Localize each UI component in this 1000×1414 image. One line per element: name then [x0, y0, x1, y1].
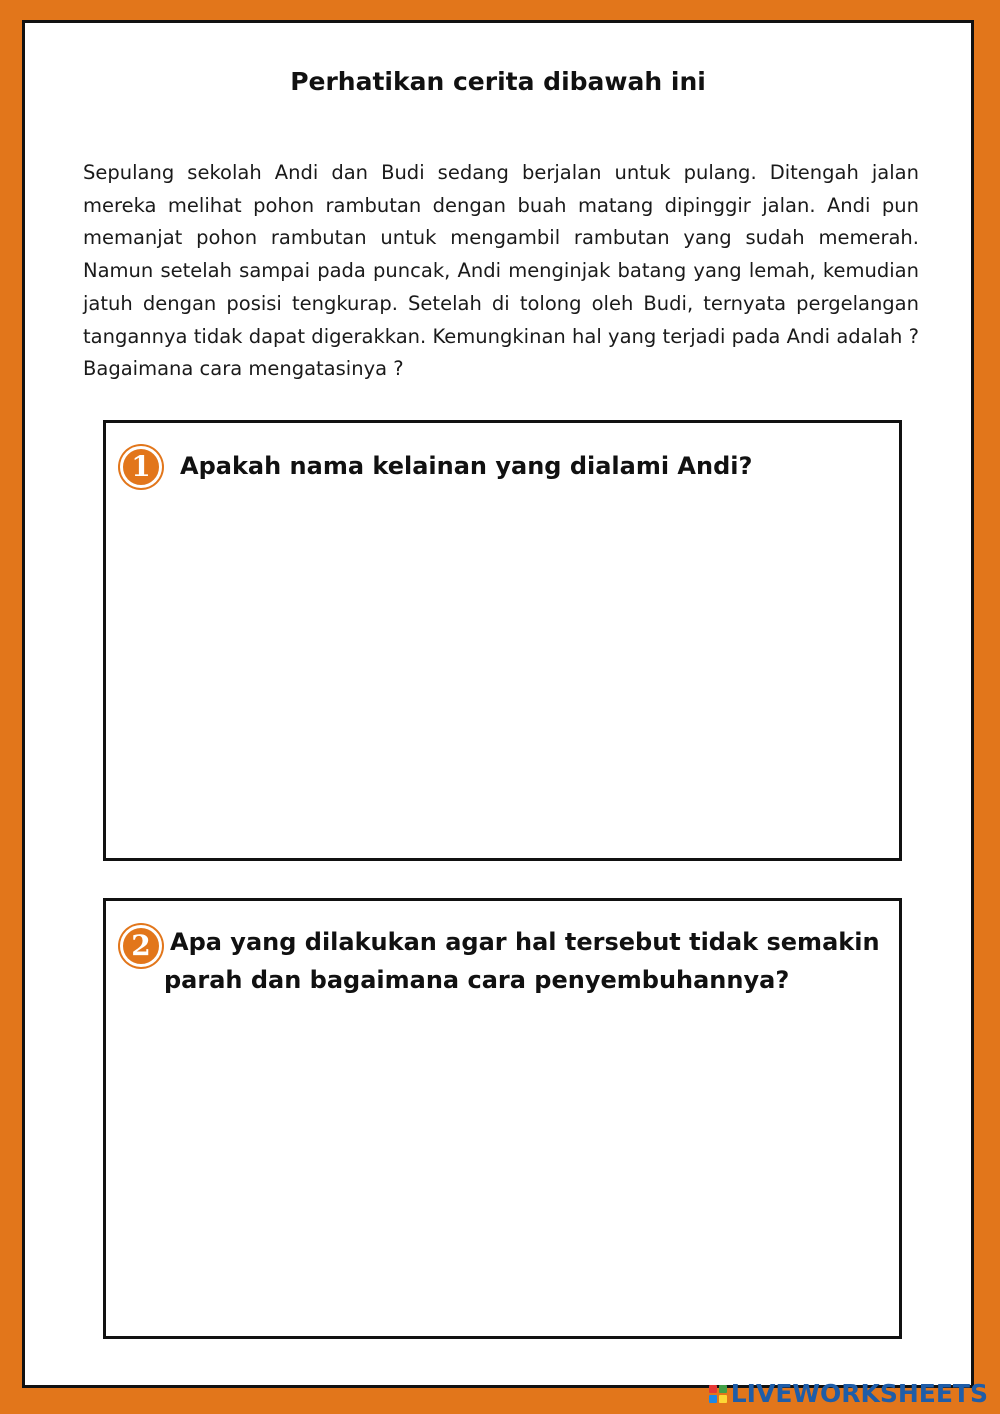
question-2-text: Apa yang dilakukan agar hal tersebut tidak semakin parah dan bagaimana cara penyembuhannya?	[164, 928, 880, 994]
brand-name: LIVEWORKSHEETS	[730, 1379, 988, 1408]
question-1-text: Apakah nama kelainan yang dialami Andi?	[180, 452, 753, 480]
question-1-box[interactable]	[103, 420, 902, 861]
worksheet-page	[22, 20, 974, 1388]
question-2-box[interactable]	[103, 898, 902, 1339]
story-paragraph: Sepulang sekolah Andi dan Budi sedang berjalan untuk pulang. Ditengah jalan mereka melihat pohon rambutan dengan buah matang dipinggir jalan. Andi pun memanjat pohon rambutan untuk mengambil rambutan yang sudah memerah. Namun setelah sampai pada puncak, Andi menginjak batang yang lemah, kemudian jatuh dengan posisi tengkurap. Setelah di tolong oleh Budi, ternyata pergelangan tangannya tidak dapat digerakkan. Kemungkinan hal yang terjadi pada Andi adalah ? Bagaimana cara mengatasinya ?	[83, 161, 919, 381]
liveworksheets-logo	[709, 1380, 988, 1408]
number-2-badge-icon: 2	[120, 925, 162, 967]
logo-grid-icon	[709, 1385, 727, 1403]
page-title: Perhatikan cerita dibawah ini	[290, 67, 706, 96]
number-1-badge-icon: 1	[120, 446, 162, 488]
